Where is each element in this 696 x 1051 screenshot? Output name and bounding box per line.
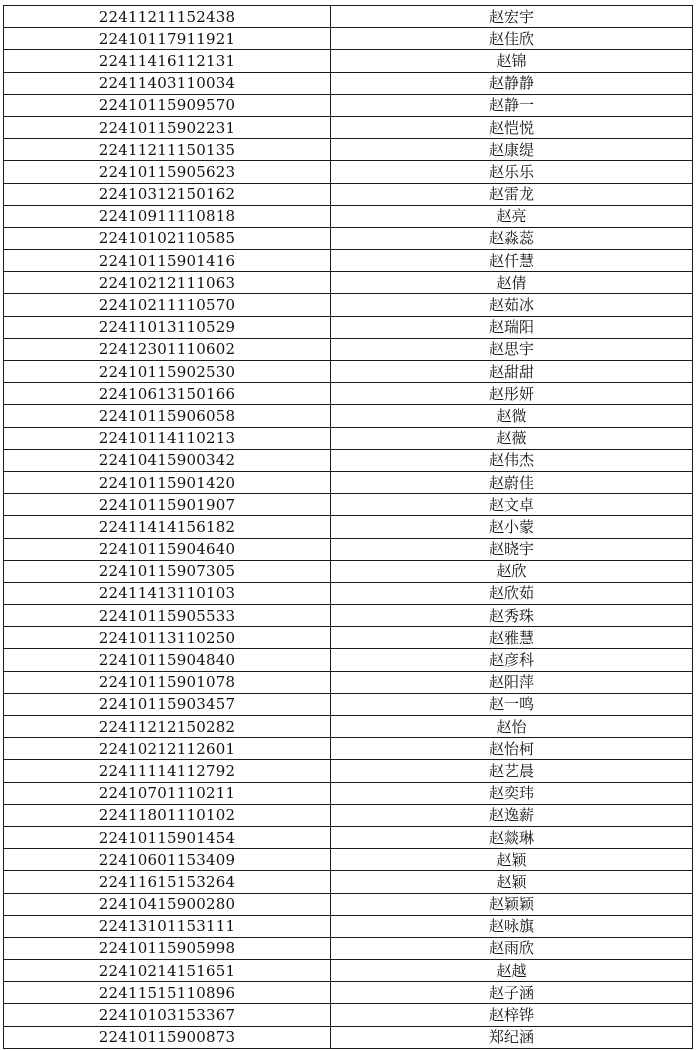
student-name-cell: 赵乐乐 — [331, 161, 693, 183]
table-row — [4, 849, 693, 871]
student-name-cell: 赵梓铧 — [331, 1004, 693, 1026]
student-id-cell: 22410115905533 — [4, 605, 331, 627]
student-name-cell: 赵欣 — [331, 560, 693, 582]
table-row — [4, 693, 693, 715]
student-name-cell: 赵甜甜 — [331, 361, 693, 383]
student-id-cell: 22410115900873 — [4, 1026, 331, 1048]
student-name-cell: 赵小蒙 — [331, 516, 693, 538]
student-id-cell: 22410115901416 — [4, 250, 331, 272]
table-row — [4, 205, 693, 227]
table-row — [4, 826, 693, 848]
table-row — [4, 804, 693, 826]
table-row — [4, 560, 693, 582]
table-row — [4, 760, 693, 782]
student-name-cell: 赵欣茹 — [331, 582, 693, 604]
student-id-cell: 22410601153409 — [4, 849, 331, 871]
student-name-cell: 赵彤妍 — [331, 383, 693, 405]
student-id-cell: 22410214151651 — [4, 960, 331, 982]
student-id-cell: 22410212112601 — [4, 738, 331, 760]
table-row — [4, 316, 693, 338]
table-row — [4, 627, 693, 649]
student-name-cell: 赵淼蕊 — [331, 227, 693, 249]
table-row — [4, 250, 693, 272]
student-id-cell: 22410115906058 — [4, 405, 331, 427]
student-name-cell: 赵微 — [331, 405, 693, 427]
student-name-cell: 赵奕玮 — [331, 782, 693, 804]
table-row — [4, 716, 693, 738]
student-id-cell: 22410415900280 — [4, 893, 331, 915]
student-id-cell: 22410114110213 — [4, 427, 331, 449]
student-name-cell: 赵颖 — [331, 871, 693, 893]
table-row — [4, 294, 693, 316]
table-row — [4, 139, 693, 161]
table-row — [4, 1026, 693, 1048]
table-row — [4, 449, 693, 471]
student-id-cell: 22410115904640 — [4, 538, 331, 560]
student-id-cell: 22410113110250 — [4, 627, 331, 649]
student-id-cell: 22411414156182 — [4, 516, 331, 538]
student-name-cell: 赵蔚佳 — [331, 471, 693, 493]
student-name-cell: 赵雨欣 — [331, 937, 693, 959]
student-name-cell: 赵彦科 — [331, 649, 693, 671]
student-name-cell: 赵伟杰 — [331, 449, 693, 471]
student-id-cell: 22411211152438 — [4, 6, 331, 28]
student-id-cell: 22410211110570 — [4, 294, 331, 316]
student-name-cell: 赵文卓 — [331, 494, 693, 516]
table-row — [4, 28, 693, 50]
table-row — [4, 383, 693, 405]
student-name-cell: 赵艺晨 — [331, 760, 693, 782]
student-id-cell: 22410115909570 — [4, 94, 331, 116]
student-name-cell: 赵颖颖 — [331, 893, 693, 915]
student-name-cell: 赵颖 — [331, 849, 693, 871]
student-name-cell: 赵秀珠 — [331, 605, 693, 627]
student-id-cell: 22410115901454 — [4, 826, 331, 848]
table-row — [4, 272, 693, 294]
table-row — [4, 538, 693, 560]
student-name-cell: 赵子涵 — [331, 982, 693, 1004]
student-id-cell: 22410212111063 — [4, 272, 331, 294]
student-id-cell: 22411515110896 — [4, 982, 331, 1004]
student-id-cell: 22410415900342 — [4, 449, 331, 471]
student-name-cell: 赵雅慧 — [331, 627, 693, 649]
student-id-cell: 22410115905998 — [4, 937, 331, 959]
student-name-cell: 赵宏宇 — [331, 6, 693, 28]
table-row — [4, 405, 693, 427]
student-name-cell: 赵薇 — [331, 427, 693, 449]
student-id-cell: 22410103153367 — [4, 1004, 331, 1026]
table-row — [4, 338, 693, 360]
student-id-cell: 22411114112792 — [4, 760, 331, 782]
student-id-cell: 22410115901907 — [4, 494, 331, 516]
student-id-cell: 22411413110103 — [4, 582, 331, 604]
table-row — [4, 72, 693, 94]
student-name-cell: 赵逸薪 — [331, 804, 693, 826]
student-name-cell: 赵思宇 — [331, 338, 693, 360]
student-name-cell: 赵佳欣 — [331, 28, 693, 50]
student-name-cell: 赵晓宇 — [331, 538, 693, 560]
student-name-cell: 赵咏旗 — [331, 915, 693, 937]
student-name-cell: 赵亮 — [331, 205, 693, 227]
student-id-cell: 22413101153111 — [4, 915, 331, 937]
student-id-cell: 22411403110034 — [4, 72, 331, 94]
student-id-cell: 22410115903457 — [4, 693, 331, 715]
table-row — [4, 671, 693, 693]
student-id-cell: 22410115904840 — [4, 649, 331, 671]
table-row — [4, 871, 693, 893]
table-row — [4, 516, 693, 538]
student-id-cell: 22410115905623 — [4, 161, 331, 183]
student-id-cell: 22411416112131 — [4, 50, 331, 72]
student-name-cell: 赵一鸣 — [331, 693, 693, 715]
student-name-cell: 赵静静 — [331, 72, 693, 94]
student-name-cell: 赵阳萍 — [331, 671, 693, 693]
table-row — [4, 937, 693, 959]
student-id-cell: 22410911110818 — [4, 205, 331, 227]
student-id-cell: 22411615153264 — [4, 871, 331, 893]
student-id-cell: 22410102110585 — [4, 227, 331, 249]
student-name-cell: 赵怡 — [331, 716, 693, 738]
table-row — [4, 50, 693, 72]
table-row — [4, 649, 693, 671]
table-row — [4, 227, 693, 249]
student-name-cell: 赵燚琳 — [331, 826, 693, 848]
student-id-cell: 22410115901078 — [4, 671, 331, 693]
table-row — [4, 960, 693, 982]
table-row — [4, 94, 693, 116]
table-row — [4, 361, 693, 383]
table-row — [4, 893, 693, 915]
table-row — [4, 183, 693, 205]
table-row — [4, 6, 693, 28]
student-name-cell: 赵仟慧 — [331, 250, 693, 272]
student-name-cell: 赵静一 — [331, 94, 693, 116]
student-name-cell: 赵倩 — [331, 272, 693, 294]
student-id-cell: 22410312150162 — [4, 183, 331, 205]
student-id-cell: 22411211150135 — [4, 139, 331, 161]
table-row — [4, 427, 693, 449]
table-row — [4, 116, 693, 138]
table-row — [4, 782, 693, 804]
student-id-cell: 22411801110102 — [4, 804, 331, 826]
student-name-cell: 郑纪涵 — [331, 1026, 693, 1048]
student-name-cell: 赵怡柯 — [331, 738, 693, 760]
table-row — [4, 982, 693, 1004]
student-id-cell: 22411013110529 — [4, 316, 331, 338]
table-row — [4, 1004, 693, 1026]
student-id-cell: 22411212150282 — [4, 716, 331, 738]
table-row — [4, 605, 693, 627]
student-name-cell: 赵雷龙 — [331, 183, 693, 205]
table-row — [4, 161, 693, 183]
table-row — [4, 582, 693, 604]
student-name-cell: 赵茹冰 — [331, 294, 693, 316]
student-id-cell: 22410613150166 — [4, 383, 331, 405]
student-name-cell: 赵锦 — [331, 50, 693, 72]
table-row — [4, 494, 693, 516]
roster-table-body — [4, 6, 693, 1049]
table-row — [4, 738, 693, 760]
student-name-cell: 赵瑞阳 — [331, 316, 693, 338]
student-name-cell: 赵康缇 — [331, 139, 693, 161]
student-id-cell: 22410115902530 — [4, 361, 331, 383]
student-id-cell: 22410117911921 — [4, 28, 331, 50]
student-id-cell: 22410115907305 — [4, 560, 331, 582]
roster-table — [3, 5, 693, 1049]
student-id-cell: 22410115902231 — [4, 116, 331, 138]
table-row — [4, 471, 693, 493]
student-id-cell: 22410701110211 — [4, 782, 331, 804]
student-id-cell: 22412301110602 — [4, 338, 331, 360]
student-name-cell: 赵恺悦 — [331, 116, 693, 138]
student-id-cell: 22410115901420 — [4, 471, 331, 493]
student-name-cell: 赵越 — [331, 960, 693, 982]
table-row — [4, 915, 693, 937]
